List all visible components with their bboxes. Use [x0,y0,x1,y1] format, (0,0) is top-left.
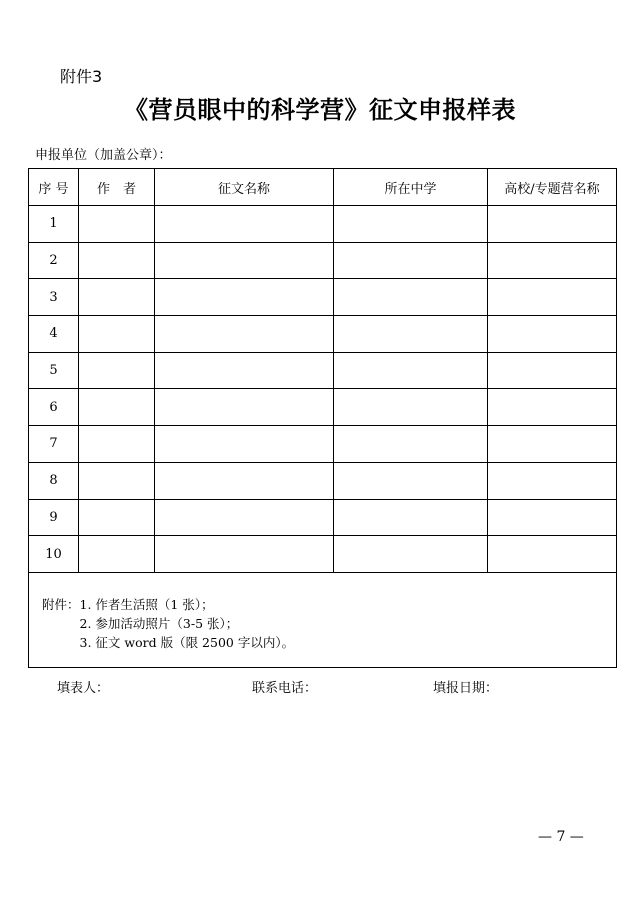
table-row [29,426,617,463]
cell-author[interactable] [79,426,155,463]
cell-author[interactable] [79,242,155,279]
table-header-row [29,169,617,206]
cell-middle-school[interactable] [334,426,488,463]
cell-author[interactable] [79,316,155,353]
cell-university-camp[interactable] [488,499,617,536]
notes-item: 1. 作者生活照（1 张）； [79,596,214,612]
notes-item: 3. 征文 word 版（限 2500 字以内）。 [79,634,295,650]
phone-label: 联系电话： [252,681,318,696]
cell-author[interactable] [79,462,155,499]
notes-row [29,572,617,667]
table-row [29,352,617,389]
cell-serial-number: 8 [29,462,79,499]
header-serial-number: 序 号 [29,169,79,206]
cell-middle-school[interactable] [334,279,488,316]
notes-cell [29,572,617,667]
cell-essay-title[interactable] [155,426,334,463]
cell-middle-school[interactable] [334,316,488,353]
cell-essay-title[interactable] [155,206,334,243]
cell-serial-number: 5 [29,352,79,389]
header-author: 作 者 [79,169,155,206]
table-row [29,499,617,536]
cell-essay-title[interactable] [155,462,334,499]
applicant-unit-label: 申报单位（加盖公章）： [35,148,172,163]
cell-university-camp[interactable] [488,279,617,316]
cell-serial-number: 7 [29,426,79,463]
cell-middle-school[interactable] [334,536,488,573]
cell-author[interactable] [79,206,155,243]
attachment-label: 附件3 [60,67,103,86]
cell-serial-number: 10 [29,536,79,573]
attachment-notes [29,573,616,652]
table-row [29,462,617,499]
table-row [29,206,617,243]
cell-author[interactable] [79,352,155,389]
cell-essay-title[interactable] [155,499,334,536]
notes-list [80,595,295,652]
cell-university-camp[interactable] [488,426,617,463]
cell-essay-title[interactable] [155,536,334,573]
table-row [29,279,617,316]
application-form-table [28,168,617,668]
header-essay-title: 征文名称 [155,169,334,206]
cell-serial-number: 4 [29,316,79,353]
table-row [29,389,617,426]
notes-item: 2. 参加活动照片（3-5 张）； [79,615,239,631]
cell-middle-school[interactable] [334,499,488,536]
cell-middle-school[interactable] [334,352,488,389]
header-university-camp: 高校/专题营名称 [488,169,617,206]
fill-date-label: 填报日期： [433,681,499,696]
cell-serial-number: 2 [29,242,79,279]
cell-middle-school[interactable] [334,206,488,243]
cell-serial-number: 6 [29,389,79,426]
table-row [29,536,617,573]
document-title: 《营员眼中的科学营》征文申报样表 [124,95,516,124]
cell-middle-school[interactable] [334,462,488,499]
cell-university-camp[interactable] [488,206,617,243]
cell-author[interactable] [79,536,155,573]
cell-university-camp[interactable] [488,316,617,353]
cell-university-camp[interactable] [488,462,617,499]
table-row [29,242,617,279]
filler-label: 填表人： [57,681,110,696]
page-number: — 7 — [538,829,584,845]
cell-essay-title[interactable] [155,352,334,389]
cell-middle-school[interactable] [334,389,488,426]
cell-serial-number: 9 [29,499,79,536]
cell-essay-title[interactable] [155,242,334,279]
cell-essay-title[interactable] [155,316,334,353]
cell-serial-number: 3 [29,279,79,316]
cell-author[interactable] [79,279,155,316]
cell-author[interactable] [79,389,155,426]
notes-prefix: 附件： [42,596,80,612]
cell-middle-school[interactable] [334,242,488,279]
cell-author[interactable] [79,499,155,536]
header-middle-school: 所在中学 [334,169,488,206]
cell-essay-title[interactable] [155,389,334,426]
cell-university-camp[interactable] [488,352,617,389]
cell-university-camp[interactable] [488,536,617,573]
cell-serial-number: 1 [29,206,79,243]
cell-university-camp[interactable] [488,389,617,426]
cell-university-camp[interactable] [488,242,617,279]
table-row [29,316,617,353]
cell-essay-title[interactable] [155,279,334,316]
